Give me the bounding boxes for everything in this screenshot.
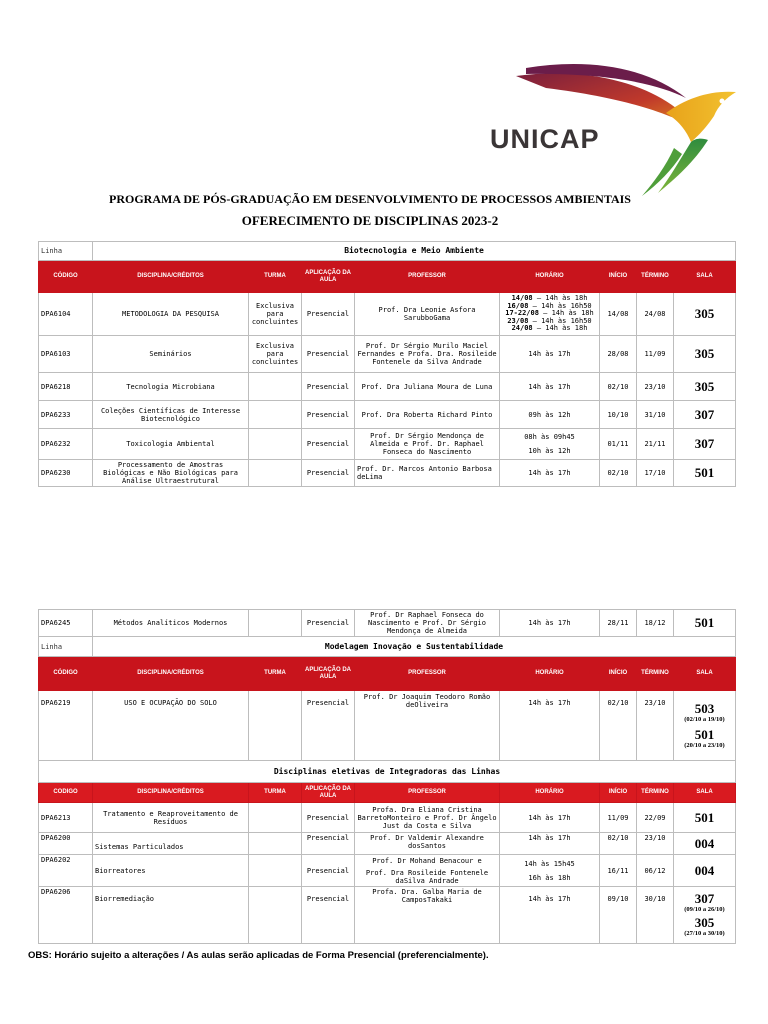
cell-disciplina: Sistemas Particulados [93, 833, 249, 855]
cell-horario: 14h às 17h [500, 803, 600, 833]
sala-value: 503 [694, 700, 715, 716]
cell-turma [249, 833, 302, 855]
cell-professor: Prof. Dra Roberta Richard Pinto [355, 401, 500, 429]
sala-period: (20/10 a 23/10) [684, 741, 725, 749]
horario-line: 17-22/08 – 14h às 18h [505, 309, 594, 318]
cell-codigo: DPA6232 [39, 429, 93, 460]
horario-line: 10h às 12h [528, 447, 571, 455]
cell-codigo: DPA6213 [39, 803, 93, 833]
cell-aplicacao: Presencial [302, 855, 355, 887]
header-sala: SALA [674, 261, 736, 293]
cell-codigo: DPA6103 [39, 336, 93, 373]
cell-inicio: 14/08 [600, 293, 637, 336]
table-biotecnologia [38, 241, 736, 487]
cell-disciplina: Toxicologia Ambiental [93, 429, 249, 460]
cell-turma [249, 610, 302, 637]
cell-turma [249, 429, 302, 460]
cell-sala: 307 [674, 429, 736, 460]
sala-period: (27/10 a 30/10) [684, 930, 725, 937]
cell-codigo: DPA6219 [39, 691, 93, 761]
cell-aplicacao: Presencial [302, 460, 355, 487]
cell-horario: 14h às 17h [500, 460, 600, 487]
cell-aplicacao: Presencial [302, 610, 355, 637]
cell-disciplina: Biorreatores [93, 855, 249, 887]
section-title: Modelagem Inovação e Sustentabilidade [93, 637, 736, 657]
cell-sala: 501 [674, 803, 736, 833]
logo-wordmark: UNICAP [490, 124, 600, 154]
cell-aplicacao: Presencial [302, 429, 355, 460]
cell-horario: 09h às 12h [500, 401, 600, 429]
cell-aplicacao: Presencial [302, 336, 355, 373]
sala-period: (02/10 a 19/10) [684, 715, 725, 723]
header-disciplina: DISCIPLINA/CRÉDITOS [93, 657, 249, 691]
header-turma: TURMA [249, 261, 302, 293]
header-codigo: CODIGO [39, 783, 93, 803]
cell-professor: Profa. Dra Eliana Cristina BarretoMonteiro e Prof. Dr Ângelo Just da Costa e Silva [355, 803, 500, 833]
cell-sala [674, 691, 736, 761]
cell-turma [249, 460, 302, 487]
sala-value: 501 [694, 726, 715, 742]
cell-turma: Exclusiva para concluintes [249, 336, 302, 373]
cell-sala: 501 [674, 610, 736, 637]
cell-horario: 14h às 17h [500, 833, 600, 855]
header-aplicacao: APLICAÇÃO DA AULA [302, 783, 355, 803]
header-turma: TURMA [249, 783, 302, 803]
cell-inicio: 28/08 [600, 336, 637, 373]
header-disciplina: DISCIPLINA/CRÉDITOS [93, 783, 249, 803]
header-professor: PROFESSOR [355, 783, 500, 803]
header-sala: SALA [674, 657, 736, 691]
cell-sala: 305 [674, 373, 736, 401]
cell-professor: Prof. Dra Leonie Asfora SarubboGama [355, 293, 500, 336]
cell-professor: Prof. Dr Sérgio Mendonça de Almeida e Prof. Dr. Raphael Fonseca do Nascimento [355, 429, 500, 460]
cell-sala: 004 [674, 855, 736, 887]
table-header [39, 261, 736, 293]
cell-professor: Prof. Dr Joaquim Teodoro Romão deOliveira [355, 691, 500, 761]
table-row [39, 887, 736, 944]
cell-codigo: DPA6230 [39, 460, 93, 487]
horario-line: 16/08 – 14h às 16h50 [507, 301, 592, 310]
table-row [39, 460, 736, 487]
horario-line: 14h às 15h45 [524, 859, 575, 868]
header-inicio: INÍCIO [600, 261, 637, 293]
header-termino: TÉRMINO [637, 261, 674, 293]
cell-aplicacao: Presencial [302, 691, 355, 761]
cell-disciplina: Tecnologia Microbiana [93, 373, 249, 401]
cell-termino: 23/10 [637, 833, 674, 855]
cell-termino: 23/10 [637, 691, 674, 761]
obs-note: OBS: Horário sujeito a alterações / As aulas serão aplicadas de Forma Presencial (preferencialmente). [28, 950, 489, 961]
cell-professor: Profa. Dra. Galba Maria de CamposTakaki [355, 887, 500, 944]
cell-aplicacao: Presencial [302, 293, 355, 336]
header-disciplina: DISCIPLINA/CRÉDITOS [93, 261, 249, 293]
cell-horario: 14h às 17h [500, 887, 600, 944]
table-row [39, 401, 736, 429]
cell-termino: 23/10 [637, 373, 674, 401]
header-horario: HORÁRIO [500, 783, 600, 803]
horario-line: 24/08 – 14h às 18h [511, 324, 588, 333]
sala-value: 305 [694, 915, 715, 930]
cell-disciplina: Métodos Analíticos Modernos [93, 610, 249, 637]
table-header [39, 783, 736, 803]
cell-inicio: 02/10 [600, 691, 637, 761]
sala-period: (09/10 a 26/10) [684, 906, 725, 913]
header-horario: HORÁRIO [500, 657, 600, 691]
cell-codigo: DPA6233 [39, 401, 93, 429]
header-termino: TÉRMINO [637, 657, 674, 691]
cell-disciplina: Processamento de Amostras Biológicas e Não Biológicas para Análise Ultraestrutural [93, 460, 249, 487]
table-header [39, 657, 736, 691]
horario-line: 16h às 18h [528, 873, 571, 882]
horario-line: 14/08 – 14h às 18h [511, 294, 588, 303]
linha-label: Linha [39, 242, 93, 261]
cell-termino: 24/08 [637, 293, 674, 336]
cell-professor: Prof. Dr. Marcos Antonio Barbosa deLima [355, 460, 500, 487]
cell-turma [249, 855, 302, 887]
cell-disciplina: Biorremediação [93, 887, 249, 944]
cell-inicio: 09/10 [600, 887, 637, 944]
cell-aplicacao: Presencial [302, 401, 355, 429]
header-termino: TÉRMINO [637, 783, 674, 803]
cell-sala: 501 [674, 460, 736, 487]
linha-label: Linha [39, 637, 93, 657]
cell-codigo: DPA6206 [39, 887, 93, 944]
cell-termino: 18/12 [637, 610, 674, 637]
cell-turma [249, 887, 302, 944]
cell-inicio: 02/10 [600, 833, 637, 855]
cell-horario: 14h às 17h [500, 691, 600, 761]
cell-professor: Prof. Dr Valdemir Alexandre dosSantos [355, 833, 500, 855]
cell-termino: 22/09 [637, 803, 674, 833]
cell-termino: 31/10 [637, 401, 674, 429]
cell-codigo: DPA6218 [39, 373, 93, 401]
header-sala: SALA [674, 783, 736, 803]
cell-horario [500, 855, 600, 887]
cell-termino: 21/11 [637, 429, 674, 460]
cell-horario: 14h às 17h [500, 373, 600, 401]
table-row [39, 803, 736, 833]
cell-termino: 17/10 [637, 460, 674, 487]
cell-inicio: 02/10 [600, 460, 637, 487]
professor-line: Prof. Dra Rosileide Fontenele daSilva Andrade [365, 868, 489, 885]
table-row [39, 855, 736, 887]
page-subtitle: OFERECIMENTO DE DISCIPLINAS 2023-2 [241, 213, 499, 228]
cell-codigo: DPA6202 [39, 855, 93, 887]
cell-professor: Prof. Dr Raphael Fonseca do Nascimento e Prof. Dr Sérgio Mendonça de Almeida [355, 610, 500, 637]
cell-sala: 305 [674, 293, 736, 336]
header-aplicacao: APLICAÇÃO DA AULA [302, 657, 355, 691]
cell-codigo: DPA6104 [39, 293, 93, 336]
sala-value: 307 [694, 891, 715, 906]
cell-horario [500, 293, 600, 336]
professor-line: Prof. Dr Mohand Benacour e [372, 856, 482, 865]
cell-inicio: 02/10 [600, 373, 637, 401]
section-title: Biotecnologia e Meio Ambiente [93, 242, 736, 261]
cell-aplicacao: Presencial [302, 373, 355, 401]
cell-sala: 305 [674, 336, 736, 373]
cell-turma [249, 691, 302, 761]
cell-turma [249, 401, 302, 429]
cell-turma [249, 373, 302, 401]
cell-inicio: 11/09 [600, 803, 637, 833]
cell-inicio: 01/11 [600, 429, 637, 460]
cell-disciplina: Tratamento e Reaproveitamento de Resíduos [93, 803, 249, 833]
cell-disciplina: USO E OCUPAÇÃO DO SOLO [93, 691, 249, 761]
cell-sala: 307 [674, 401, 736, 429]
header-inicio: INÍCIO [600, 783, 637, 803]
cell-disciplina: Coleções Científicas de Interesse Biotecnológico [93, 401, 249, 429]
section-title: Disciplinas eletivas de Integradoras das Linhas [39, 761, 736, 783]
cell-professor: Prof. Dr Sérgio Murilo Maciel Fernandes e Profa. Dra. Rosileide Fontenele da Silva Andrade [355, 336, 500, 373]
cell-professor [355, 855, 500, 887]
table-row [39, 373, 736, 401]
header-horario: HORÁRIO [500, 261, 600, 293]
table-row [39, 833, 736, 855]
table-row [39, 429, 736, 460]
cell-horario [500, 429, 600, 460]
table-row [39, 293, 736, 336]
horario-line: 08h às 09h45 [524, 433, 575, 441]
cell-inicio: 16/11 [600, 855, 637, 887]
header-professor: PROFESSOR [355, 657, 500, 691]
table-row [39, 336, 736, 373]
cell-turma [249, 803, 302, 833]
header-codigo: CÓDIGO [39, 261, 93, 293]
header-professor: PROFESSOR [355, 261, 500, 293]
page-title: PROGRAMA DE PÓS-GRADUAÇÃO EM DESENVOLVIMENTO DE PROCESSOS AMBIENTAIS [109, 192, 631, 206]
header-turma: TURMA [249, 657, 302, 691]
cell-aplicacao: Presencial [302, 803, 355, 833]
horario-line: 23/08 – 14h às 16h50 [507, 316, 592, 325]
header-codigo: CÓDIGO [39, 657, 93, 691]
cell-termino: 06/12 [637, 855, 674, 887]
cell-sala: 004 [674, 833, 736, 855]
table-row [39, 691, 736, 761]
cell-professor: Prof. Dra Juliana Moura de Luna [355, 373, 500, 401]
cell-turma: Exclusiva para concluintes [249, 293, 302, 336]
cell-codigo: DPA6245 [39, 610, 93, 637]
cell-termino: 30/10 [637, 887, 674, 944]
cell-disciplina: Seminários [93, 336, 249, 373]
cell-termino: 11/09 [637, 336, 674, 373]
cell-aplicacao: Presencial [302, 833, 355, 855]
cell-horario: 14h às 17h [500, 610, 600, 637]
cell-sala [674, 887, 736, 944]
cell-disciplina: METODOLOGIA DA PESQUISA [93, 293, 249, 336]
cell-aplicacao: Presencial [302, 887, 355, 944]
cell-inicio: 28/11 [600, 610, 637, 637]
table-row [39, 610, 736, 637]
header-aplicacao: APLICAÇÃO DA AULA [302, 261, 355, 293]
cell-codigo: DPA6200 [39, 833, 93, 855]
cell-horario: 14h às 17h [500, 336, 600, 373]
table-continuation [38, 609, 736, 944]
header-inicio: INÍCIO [600, 657, 637, 691]
cell-inicio: 10/10 [600, 401, 637, 429]
